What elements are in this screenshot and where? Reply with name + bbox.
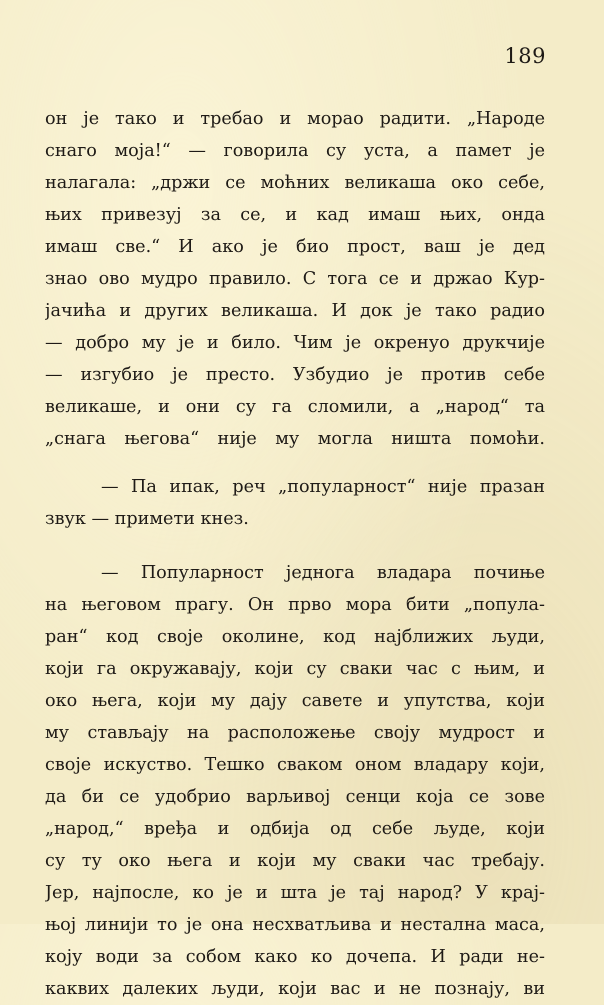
text-line: — добро му је и било. Чим је окренуо друкчије	[45, 333, 545, 353]
text-line: знао ово мудро правило. С тога се и држао Кур-	[45, 269, 545, 289]
text-line: налагала: „држи се моћних великаша око себе,	[45, 173, 545, 193]
text-line: њој линији то је она несхватљива и нестална маса,	[45, 915, 545, 935]
text-line: јачића и других великаша. И док је тако радио	[45, 301, 545, 321]
text-line: — Популарност једнога владара почиње	[101, 563, 545, 583]
text-line: ран“ код своје околине, код најближих људи,	[45, 627, 545, 647]
paragraph-gap	[45, 455, 545, 471]
text-line: су ту око њега и који му сваки час требају.	[45, 851, 545, 871]
text-line: — Па ипак, реч „популарност“ није празан	[101, 477, 545, 497]
text-line: да би се удобрио варљивој сенци која се зове	[45, 787, 545, 807]
text-line: имаш све.“ И ако је био прост, ваш је дед	[45, 237, 545, 257]
text-line: око њега, који му дају савете и упутства, који	[45, 691, 545, 711]
text-line: Јер, најпосле, ко је и шта је тај народ? У крај-	[45, 883, 545, 903]
text-line: коју води за собом како ко дочепа. И ради не-	[45, 947, 545, 967]
page-number: 189	[504, 44, 546, 68]
text-line: на његовом прагу. Он прво мора бити „попула-	[45, 595, 545, 615]
text-line: великаше, и они су га сломили, а „народ“ та	[45, 397, 545, 417]
text-line: њих привезуј за се, и кад имаш њих, онда	[45, 205, 545, 225]
paragraph-2	[45, 471, 545, 535]
paragraph-3	[45, 557, 545, 1005]
paragraph-gap	[45, 535, 545, 557]
text-line: каквих далеких људи, који вас и не познају, ви	[45, 979, 545, 999]
text-line: — изгубио је престо. Узбудио је против себе	[45, 365, 545, 385]
body-text	[45, 103, 545, 1005]
text-line: звук — примети кнез.	[45, 509, 249, 529]
text-line: снаго моја!“ — говорила су уста, а памет је	[45, 141, 545, 161]
text-line: му стављају на расположење своју мудрост и	[45, 723, 545, 743]
text-line: своје искуство. Тешко сваком оном владару који,	[45, 755, 545, 775]
text-line: који га окружавају, који су сваки час с њим, и	[45, 659, 545, 679]
text-line: „снага његова“ није му могла ништа помоћи.	[45, 429, 545, 449]
text-line: „народ,“ вређа и одбија од себе људе, који	[45, 819, 545, 839]
paragraph-1	[45, 103, 545, 455]
text-line: он је тако и требао и морао радити. „Народе	[45, 109, 545, 129]
